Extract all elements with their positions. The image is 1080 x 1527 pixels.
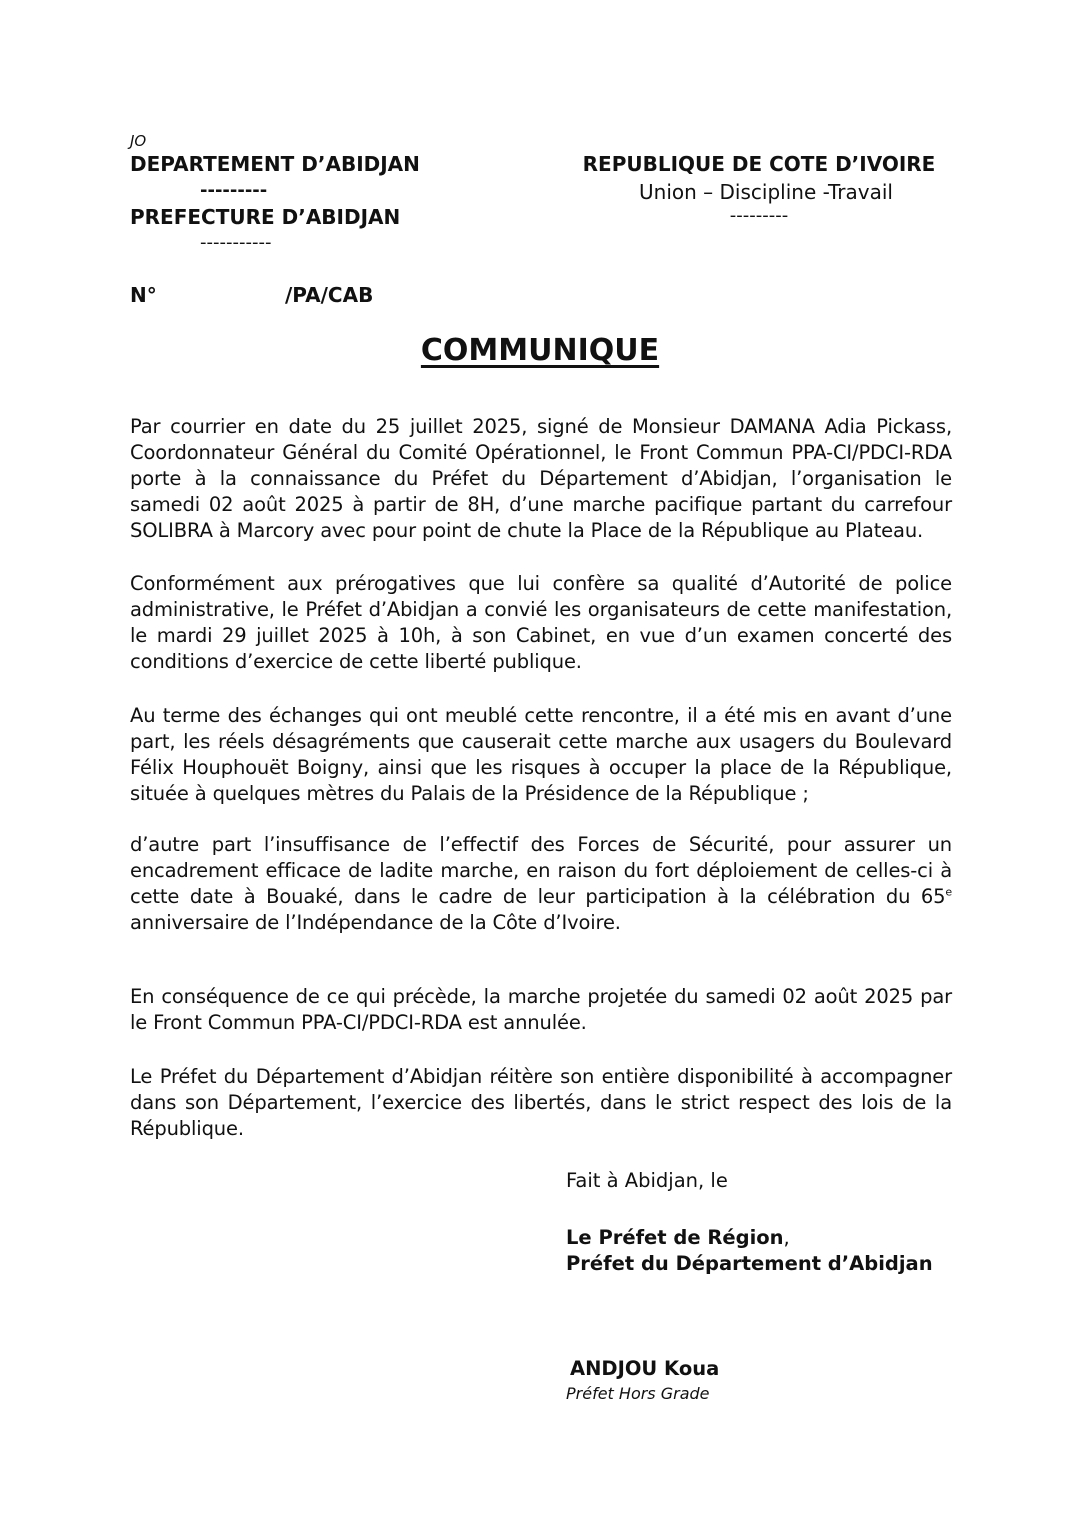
reference-code: /PA/CAB xyxy=(285,283,374,307)
paragraph-5: En conséquence de ce qui précède, la marche projetée du samedi 02 août 2025 par le Front Commun PPA-CI/PDCI-RDA est annulée. xyxy=(130,985,952,1034)
ordinal-suffix: e xyxy=(945,885,952,899)
header-left-separator-2: ----------- xyxy=(200,232,272,253)
paragraph-6: Le Préfet du Département d’Abidjan réitère son entière disponibilité à accompagner dans son Département, l’exercice des libertés, dans le strict respect des lois de la République. xyxy=(130,1065,952,1140)
paragraph-2: Conformément aux prérogatives que lui confère sa qualité d’Autorité de police administrative, le Préfet d’Abidjan a convié les organisateurs de cette manifestation, le mardi 29 juillet 2025 à 10h, à son Cabinet, en vue d’un examen concerté des conditions d’exercice de cette liberté publique. xyxy=(130,572,952,673)
paragraph-4 xyxy=(130,832,952,936)
paragraph-1: Par courrier en date du 25 juillet 2025, signé de Monsieur DAMANA Adia Pickass, Coordonnateur Général du Comité Opérationnel, le Front Commun PPA-CI/PDCI-RDA porte à la connaissance du Préfet du Département d’Abidjan, l’organisation le samedi 02 août 2025 à partir de 8H, d’une marche pacifique partant du carrefour SOLIBRA à Marcory avec pour point de chute la Place de la République au Plateau. xyxy=(130,415,952,542)
header-left-separator-1: --------- xyxy=(200,180,268,201)
document-title xyxy=(0,333,1080,368)
place-date-line: Fait à Abidjan, le xyxy=(566,1169,728,1192)
prefecture-heading: PREFECTURE D’ABIDJAN xyxy=(130,205,401,229)
department-heading: DEPARTEMENT D’ABIDJAN xyxy=(130,152,420,176)
signatory-role-1-text: Le Préfet de Région xyxy=(566,1226,784,1249)
country-heading: REPUBLIQUE DE COTE D’IVOIRE xyxy=(582,152,936,176)
paragraph-3: Au terme des échanges qui ont meublé cette rencontre, il a été mis en avant d’une part, les réels désagréments que causerait cette marche aux usagers du Boulevard Félix Houphouët Boigny, ainsi que les risques à occuper la place de la République, située à quelques mètres du Palais de la Présidence de la République ; xyxy=(130,704,952,805)
signatory-role-2: Préfet du Département d’Abidjan xyxy=(566,1252,933,1275)
paragraph-4-text-end: anniversaire de l’Indépendance de la Côte d’Ivoire. xyxy=(130,911,621,934)
reference-number-label: N° xyxy=(130,283,157,307)
document-title-text: COMMUNIQUE xyxy=(420,333,660,368)
signatory-name: ANDJOU Koua xyxy=(570,1357,720,1380)
signatory-grade: Préfet Hors Grade xyxy=(566,1384,710,1403)
signatory-role-1 xyxy=(566,1225,986,1251)
signatory-role-1-punct: , xyxy=(783,1226,790,1249)
header-right-separator: --------- xyxy=(729,205,789,226)
reference-number xyxy=(130,283,373,307)
national-motto: Union – Discipline -Travail xyxy=(639,180,893,204)
document-initials: JO xyxy=(130,132,147,150)
paragraph-4-text: d’autre part l’insuffisance de l’effectif des Forces de Sécurité, pour assurer un encadrement efficace de ladite marche, en raison du fort déploiement de celles-ci à cette date à Bouaké, dans le cadre de leur participation à la célébration du 65 xyxy=(130,833,952,908)
